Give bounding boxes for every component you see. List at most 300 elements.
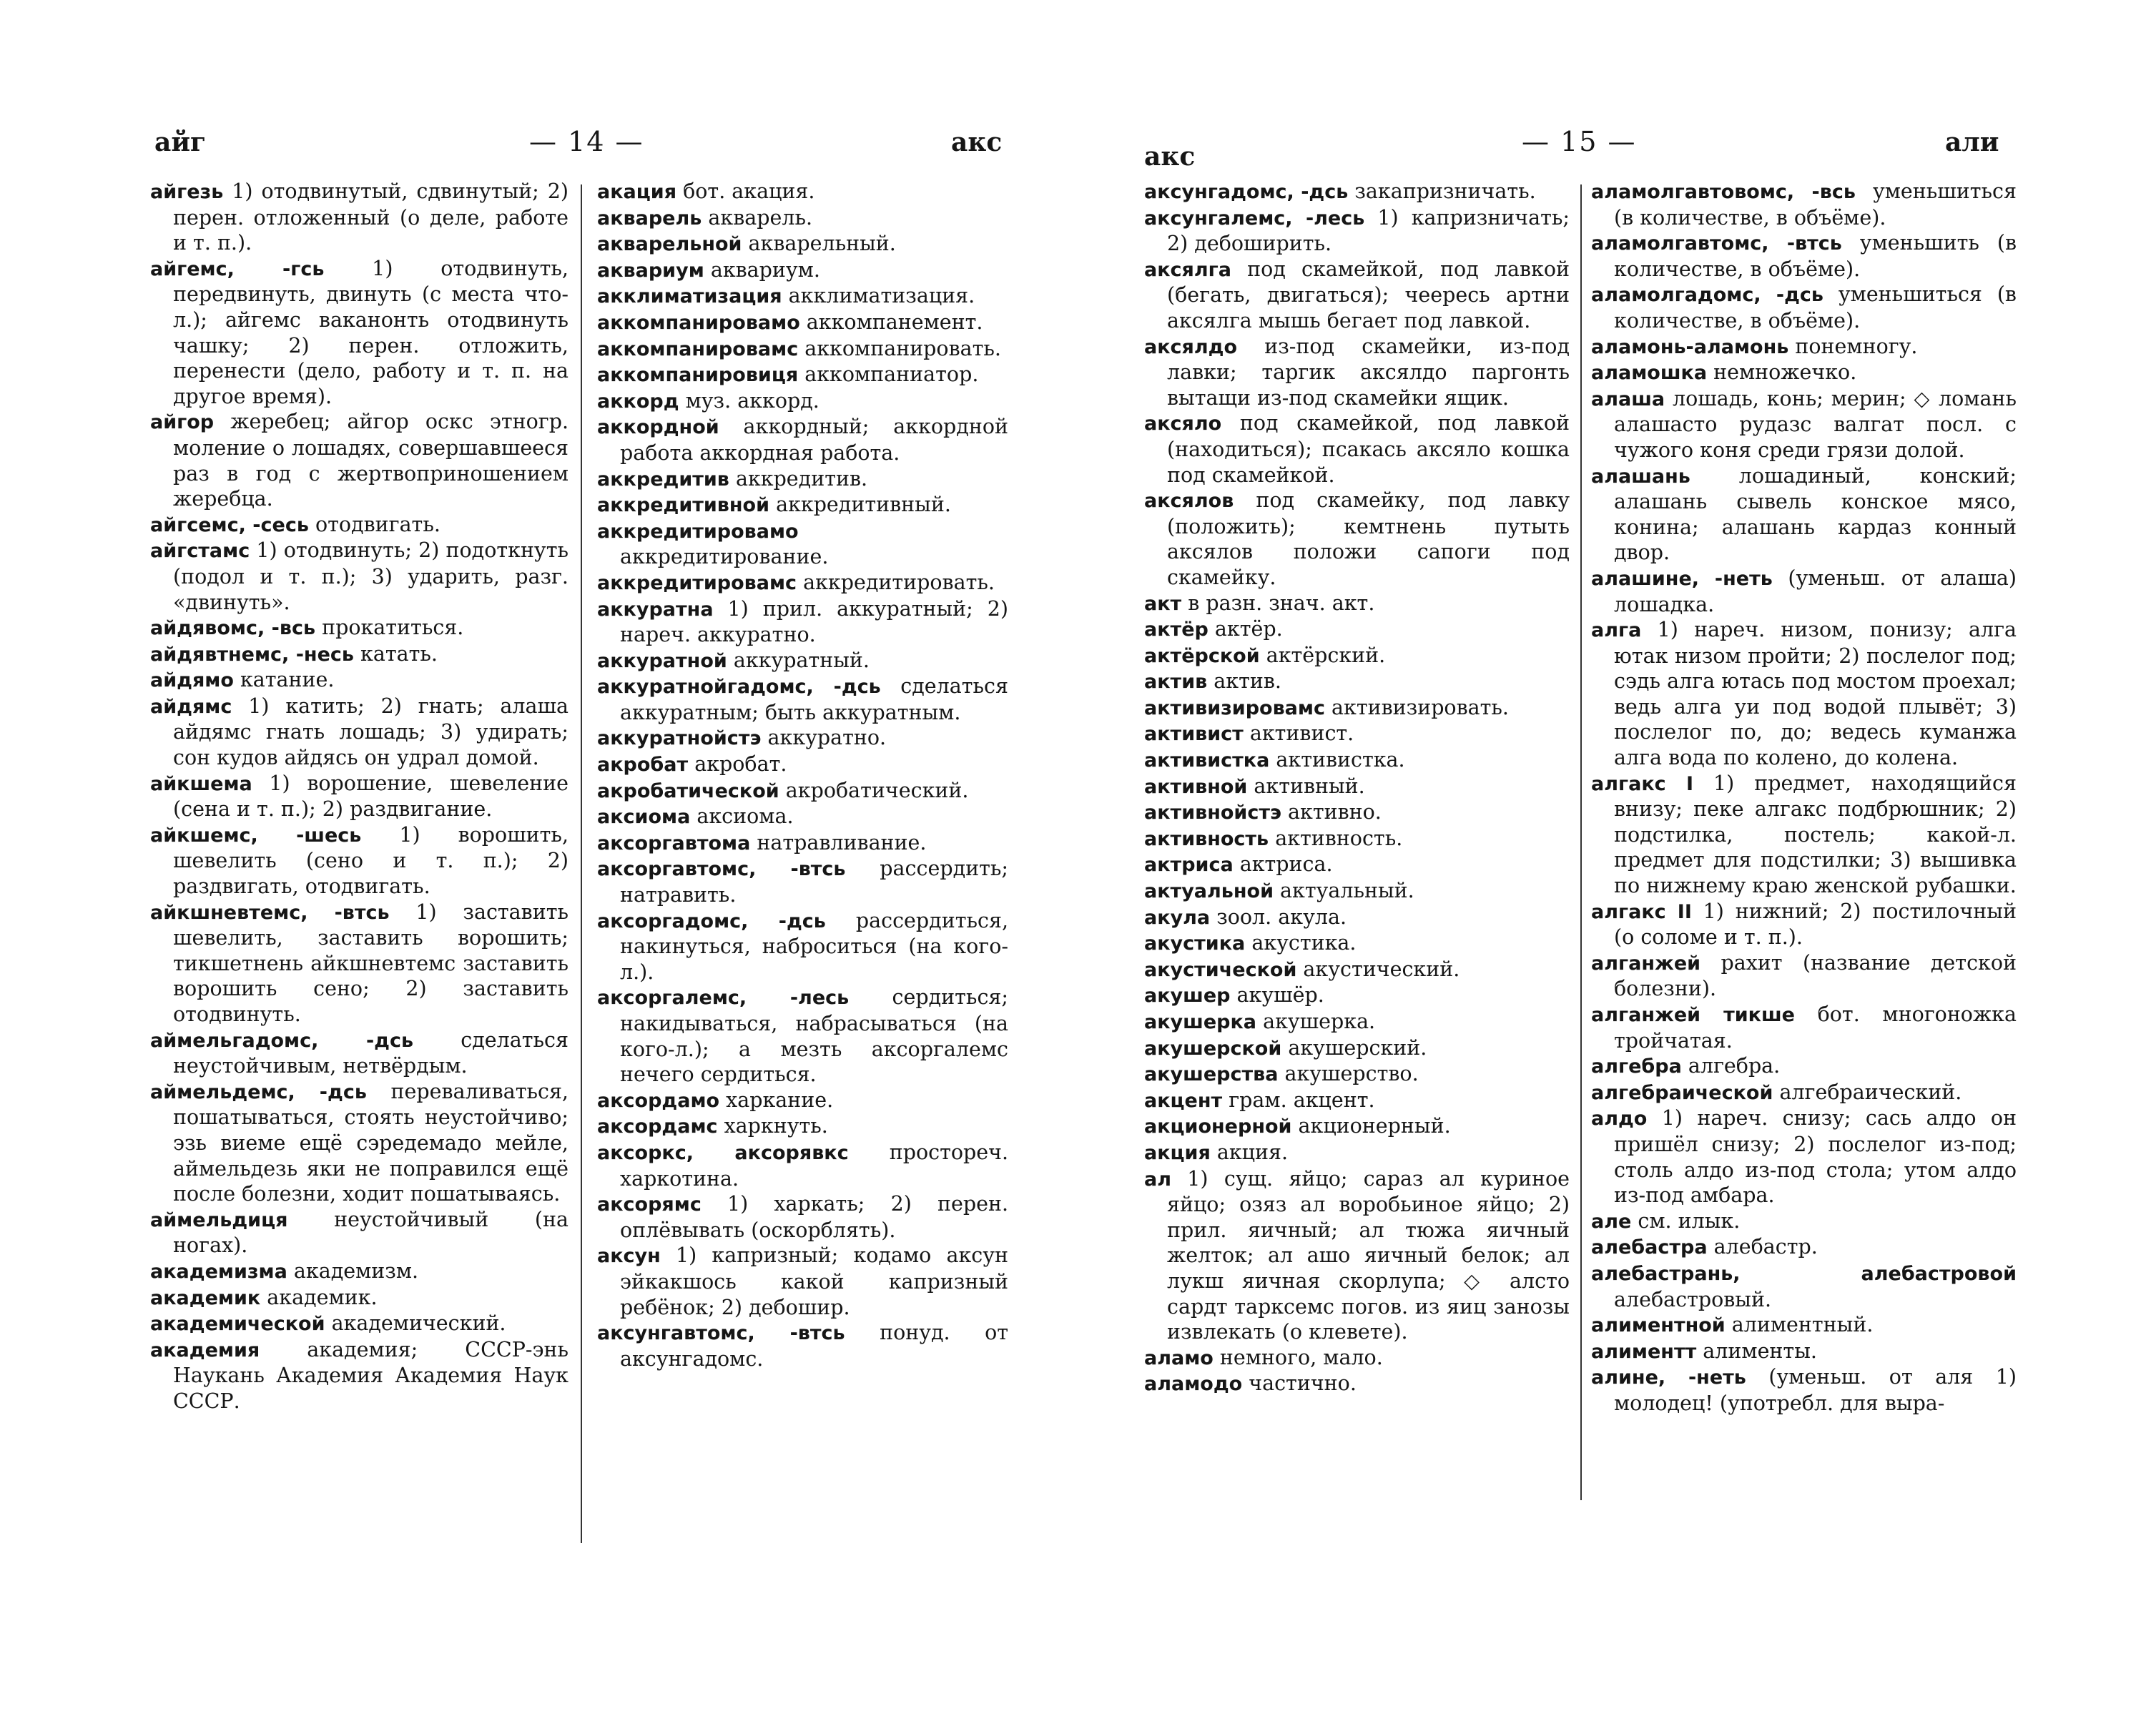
entry-headword: ал bbox=[1144, 1168, 1171, 1191]
entry-headword: алгакс II bbox=[1591, 900, 1692, 923]
entry-definition: частично. bbox=[1242, 1371, 1357, 1396]
entry-definition: натравливание. bbox=[750, 830, 927, 854]
entry-definition: неустойчивый (на ногах). bbox=[173, 1207, 568, 1258]
dictionary-entry bbox=[150, 538, 568, 615]
dictionary-entry bbox=[150, 641, 568, 668]
entry-headword: але bbox=[1591, 1210, 1632, 1233]
entry-headword: активист bbox=[1144, 723, 1244, 746]
dictionary-entry bbox=[1144, 179, 1570, 205]
entry-headword: алашине, -неть bbox=[1591, 567, 1773, 590]
entry-definition: 1) заставить шевелить, заставить ворошить; тикшетнень айкшневтемс заставить ворошить сено; 2) заставить отодвинуть. bbox=[173, 900, 569, 1026]
dictionary-entry bbox=[150, 1207, 568, 1259]
entry-headword: аккуратнойстэ bbox=[597, 727, 762, 750]
entry-definition: 1) капризничать; 2) дебоширить. bbox=[1167, 205, 1570, 256]
entry-headword: акация bbox=[597, 181, 677, 203]
dictionary-entry bbox=[1591, 1080, 2017, 1106]
entry-definition: грам. акцент. bbox=[1222, 1088, 1375, 1112]
dictionary-entry bbox=[1144, 1371, 1570, 1397]
dictionary-entry bbox=[597, 1088, 1008, 1114]
entry-definition: сделаться аккуратным; быть аккуратным. bbox=[620, 674, 1008, 724]
dictionary-entry bbox=[597, 283, 1008, 310]
entry-headword: айдямс bbox=[150, 695, 232, 718]
entry-definition: алименты. bbox=[1696, 1339, 1817, 1363]
entry-headword: аккуратной bbox=[597, 649, 727, 672]
entry-definition: активистка. bbox=[1269, 748, 1405, 772]
dictionary-entry bbox=[150, 409, 568, 511]
entry-headword: алиментт bbox=[1591, 1340, 1697, 1363]
dictionary-entry bbox=[1144, 721, 1570, 747]
entry-headword: академия bbox=[150, 1339, 260, 1361]
right-head-right: али bbox=[1945, 127, 1999, 157]
entry-definition: активность. bbox=[1269, 826, 1403, 850]
entry-headword: аксунгавтомс, -втсь bbox=[597, 1322, 845, 1345]
dictionary-entry bbox=[597, 414, 1008, 466]
entry-definition: актёрский. bbox=[1259, 643, 1386, 667]
dictionary-entry bbox=[597, 596, 1008, 648]
entry-definition: рассердить; натравить. bbox=[620, 857, 1008, 907]
entry-definition: уменьшиться (в количестве, в объёме). bbox=[1614, 282, 2017, 333]
entry-headword: актёр bbox=[1144, 619, 1209, 641]
entry-definition: (уменьш. от алаша) лошадка. bbox=[1614, 566, 2017, 616]
entry-headword: аксунгадомс, -дсь bbox=[1144, 181, 1349, 203]
entry-headword: аламолгадомс, -дсь bbox=[1591, 284, 1823, 307]
entry-headword: аламонь-аламонь bbox=[1591, 335, 1789, 358]
entry-definition: немного, мало. bbox=[1213, 1345, 1383, 1369]
dictionary-entry bbox=[597, 257, 1008, 284]
entry-definition: харкание. bbox=[719, 1088, 834, 1112]
entry-definition: акушерство. bbox=[1278, 1062, 1419, 1086]
entry-definition: акция. bbox=[1210, 1140, 1289, 1164]
entry-headword: аксун bbox=[597, 1245, 661, 1268]
entry-definition: катать. bbox=[353, 641, 438, 666]
entry-definition: из-под скамейки, из-под лавки; таргик аксялдо паргонть вытащи из-под скамейки ящик. bbox=[1167, 334, 1570, 410]
entry-definition: аккредитивный. bbox=[769, 493, 951, 517]
entry-definition: в разн. знач. акт. bbox=[1181, 591, 1375, 615]
entry-headword: аксоргалемс, -лесь bbox=[597, 987, 850, 1010]
entry-headword: акробат bbox=[597, 754, 689, 777]
dictionary-entry bbox=[1144, 616, 1570, 643]
entry-headword: академической bbox=[150, 1313, 325, 1336]
dictionary-entry bbox=[1144, 1035, 1570, 1062]
entry-headword: активнойстэ bbox=[1144, 802, 1281, 824]
entry-definition: рассердиться, накинуться, наброситься (на кого-л.). bbox=[620, 908, 1008, 984]
entry-definition: акционерный. bbox=[1291, 1114, 1451, 1138]
entry-definition: понемногу. bbox=[1788, 334, 1918, 358]
entry-headword: аламо bbox=[1144, 1346, 1214, 1369]
right-head-left: акс bbox=[1144, 142, 1196, 172]
entry-definition: академик. bbox=[260, 1285, 378, 1309]
entry-headword: аймельдемс, -дсь bbox=[150, 1080, 367, 1103]
entry-definition: алиментный. bbox=[1725, 1313, 1874, 1337]
entry-definition: алебастровый. bbox=[1614, 1287, 1772, 1311]
dictionary-entry bbox=[1144, 257, 1570, 334]
entry-headword: аксялов bbox=[1144, 490, 1234, 513]
left-head-left: айг bbox=[154, 127, 207, 157]
entry-headword: аккорд bbox=[597, 390, 679, 413]
entry-definition: 1) сущ. яйцо; сараз ал куриное яйцо; озяз ал воробьиное яйцо; 2) прил. яичный; ал тюжа яичный желток; ал ашо яичный белок; ал лукш яичная скорлупа; ◇ алсто сардт таркcемс погов. из яиц занозы извлекать (о клевете). bbox=[1167, 1166, 1570, 1344]
dictionary-entry bbox=[1591, 1312, 2017, 1339]
dictionary-entry bbox=[597, 725, 1008, 752]
entry-headword: акварельной bbox=[597, 233, 742, 256]
dictionary-entry bbox=[597, 1320, 1008, 1371]
entry-definition: закапризничать. bbox=[1348, 179, 1536, 203]
entry-headword: актив bbox=[1144, 671, 1208, 694]
entry-definition: 1) нареч. низом, понизу; алга ютак низом пройти; 2) послелог под; сэдь алга ютась под мостом проехал; ведь алга уи под водой плывёт; 3) послелог по, до; ведесь куманжа алга вода по колено, до колена. bbox=[1614, 618, 2017, 770]
entry-definition: академия; СССР-энь Наукань Академия Академия Наук СССР. bbox=[173, 1337, 568, 1413]
dictionary-entry bbox=[597, 362, 1008, 388]
entry-headword: айкшневтемс, -втсь bbox=[150, 901, 390, 924]
entry-definition: катание. bbox=[233, 668, 335, 692]
entry-headword: аккордной bbox=[597, 416, 719, 439]
entry-headword: аксунгалемс, -лесь bbox=[1144, 207, 1365, 230]
entry-definition: аккуратный. bbox=[727, 648, 870, 672]
entry-definition: аккуратно. bbox=[761, 726, 887, 750]
entry-headword: аккредитировамс bbox=[597, 571, 797, 594]
dictionary-entry bbox=[1144, 1009, 1570, 1035]
entry-definition: зоол. акула. bbox=[1210, 905, 1347, 929]
entry-definition: актуальный. bbox=[1273, 879, 1414, 903]
entry-definition: активист. bbox=[1243, 721, 1354, 746]
entry-definition: 1) отодвинутый, сдвинутый; 2) перен. отложенный (о деле, работе и т. п.). bbox=[173, 179, 568, 255]
entry-headword: айкшема bbox=[150, 772, 252, 795]
entry-definition: академический. bbox=[325, 1311, 506, 1336]
dictionary-entry bbox=[150, 1028, 568, 1079]
entry-definition: акушерка. bbox=[1256, 1010, 1376, 1033]
entry-headword: айгемс, -гсь bbox=[150, 257, 325, 280]
dictionary-entry bbox=[1591, 1261, 2017, 1312]
entry-definition: акварель. bbox=[702, 205, 813, 230]
entry-headword: алаша bbox=[1591, 388, 1665, 410]
entry-headword: акцент bbox=[1144, 1089, 1223, 1112]
entry-definition: 1) отодвинуть; 2) подоткнуть (подол и т. п.); 3) ударить, разг. «двинуть». bbox=[173, 538, 568, 614]
dictionary-entry bbox=[597, 752, 1008, 778]
entry-definition: акушёр. bbox=[1230, 983, 1324, 1008]
dictionary-entry bbox=[1144, 826, 1570, 852]
dictionary-entry bbox=[1591, 230, 2017, 282]
entry-headword: алдо bbox=[1591, 1108, 1648, 1131]
entry-definition: жеребец; айгор оскс этногр. моление о лошадях, совершавшееся раз в год с жертвоприношением жеребца. bbox=[173, 410, 568, 511]
dictionary-entry bbox=[150, 1079, 568, 1207]
entry-definition: немножечко. bbox=[1707, 360, 1857, 385]
entry-headword: аксяло bbox=[1144, 413, 1222, 435]
left-column-2 bbox=[597, 179, 1008, 1371]
dictionary-entry bbox=[1591, 179, 2017, 230]
entry-headword: аламолгавтовомс, -всь bbox=[1591, 181, 1856, 203]
entry-definition: аккредитировать. bbox=[797, 570, 995, 594]
entry-definition: аккомпаниатор. bbox=[798, 363, 979, 387]
entry-headword: алгебра bbox=[1591, 1055, 1682, 1078]
right-column-rule bbox=[1580, 184, 1582, 1500]
dictionary-entry bbox=[1591, 1105, 2017, 1208]
entry-headword: акклиматизация bbox=[597, 285, 782, 308]
dictionary-entry bbox=[597, 1113, 1008, 1140]
entry-headword: алебастра bbox=[1591, 1236, 1708, 1259]
dictionary-entry bbox=[1144, 591, 1570, 617]
entry-definition: 1) отодвинуть, передвинуть, двинуть (с места что-л.); айгемс ваканонть отодвинуть чашку; 2) перен. отложить, перенести (дело, работу и т. п. на другое время). bbox=[173, 256, 568, 408]
dictionary-entry bbox=[597, 985, 1008, 1087]
entry-definition: актриса. bbox=[1233, 852, 1333, 877]
entry-definition: бот. многоножка тройчатая. bbox=[1614, 1003, 2017, 1053]
dictionary-entry bbox=[597, 856, 1008, 907]
dictionary-entry bbox=[597, 830, 1008, 857]
dictionary-entry bbox=[150, 667, 568, 694]
dictionary-entry bbox=[1591, 617, 2017, 771]
entry-definition: акустический. bbox=[1296, 957, 1460, 981]
entry-definition: лошадиный, конский; алашань сывель конское мясо, конина; алашань кардаз конный двор. bbox=[1614, 463, 2017, 565]
dictionary-entry bbox=[1591, 1234, 2017, 1261]
entry-headword: алашань bbox=[1591, 465, 1690, 488]
dictionary-entry bbox=[597, 648, 1008, 674]
entry-headword: алине, -неть bbox=[1591, 1366, 1746, 1389]
entry-definition: 1) капризный; кодамо аксун эйкакшось какой капризный ребёнок; 2) дебошир. bbox=[620, 1243, 1008, 1319]
dictionary-entry bbox=[1591, 771, 2017, 899]
entry-headword: айдявтнемс, -несь bbox=[150, 643, 354, 666]
dictionary-entry bbox=[1591, 386, 2017, 463]
entry-headword: айгстамс bbox=[150, 540, 250, 563]
dictionary-entry bbox=[150, 256, 568, 410]
dictionary-entry bbox=[597, 336, 1008, 363]
entry-headword: актриса bbox=[1144, 854, 1234, 877]
entry-headword: акустика bbox=[1144, 932, 1246, 955]
dictionary-entry bbox=[597, 492, 1008, 518]
left-column-1 bbox=[150, 179, 568, 1414]
entry-headword: академизма bbox=[150, 1260, 287, 1283]
entry-headword: алебастрань, алебастровой bbox=[1591, 1262, 2017, 1285]
entry-headword: аккомпанировиця bbox=[597, 364, 799, 387]
dictionary-entry bbox=[597, 1191, 1008, 1243]
dictionary-entry bbox=[1144, 878, 1570, 905]
dictionary-entry bbox=[1144, 695, 1570, 721]
entry-definition: отодвигать. bbox=[308, 512, 440, 536]
entry-definition: 1) нижний; 2) постилочный (о соломе и т. п.). bbox=[1614, 899, 2017, 950]
entry-headword: аккомпанировамо bbox=[597, 311, 800, 334]
entry-headword: активной bbox=[1144, 775, 1248, 798]
entry-headword: аксордамо bbox=[597, 1089, 720, 1112]
entry-headword: айдявомс, -всь bbox=[150, 617, 316, 640]
left-page-number: — 14 — bbox=[529, 126, 644, 157]
entry-headword: аксоргавтомс, -втсь bbox=[597, 858, 846, 881]
entry-definition: акробатический. bbox=[779, 778, 969, 802]
entry-headword: аймельгадомс, -дсь bbox=[150, 1029, 414, 1052]
entry-headword: аксялдо bbox=[1144, 335, 1238, 358]
entry-headword: акция bbox=[1144, 1141, 1211, 1164]
dictionary-entry bbox=[1144, 852, 1570, 878]
entry-definition: 1) ворошение, шевеление (сена и т. п.); 2) раздвигание. bbox=[173, 771, 568, 822]
dictionary-entry bbox=[1591, 1053, 2017, 1080]
dictionary-entry bbox=[1144, 488, 1570, 590]
entry-headword: акушерской bbox=[1144, 1037, 1282, 1060]
entry-headword: аксиома bbox=[597, 806, 691, 829]
entry-headword: аламошка bbox=[1591, 362, 1708, 385]
entry-headword: аксоргавтома bbox=[597, 832, 751, 854]
entry-headword: аккомпанировамс bbox=[597, 338, 799, 360]
right-column-1 bbox=[1144, 179, 1570, 1397]
entry-definition: уменьшить (в количестве, в объёме). bbox=[1614, 231, 2017, 281]
dictionary-entry bbox=[150, 771, 568, 822]
entry-headword: аксоргадомс, -дсь bbox=[597, 910, 826, 932]
entry-definition: лошадь, конь; мерин; ◇ ломань алашасто рудазс валгат посл. с чужого коня среди грязи долой. bbox=[1614, 386, 2017, 462]
entry-definition: аккредитив. bbox=[729, 466, 868, 491]
dictionary-entry bbox=[1591, 1002, 2017, 1053]
entry-headword: алиментной bbox=[1591, 1314, 1726, 1337]
entry-headword: активизировамс bbox=[1144, 696, 1325, 719]
entry-headword: акустической bbox=[1144, 958, 1297, 981]
dictionary-entry bbox=[1591, 566, 2017, 617]
entry-definition: см. илык. bbox=[1631, 1208, 1741, 1233]
entry-definition: алгебра. bbox=[1681, 1054, 1781, 1078]
entry-definition: понуд. от аксунгадомс. bbox=[620, 1321, 1008, 1371]
left-column-rule bbox=[581, 184, 582, 1543]
entry-definition: 1) ворошить, шевелить (сено и т. п.); 2) раздвигать, отодвигать. bbox=[173, 822, 569, 899]
entry-definition: алгебраический. bbox=[1773, 1080, 1962, 1104]
dictionary-entry bbox=[1591, 463, 2017, 566]
dictionary-entry bbox=[597, 179, 1008, 205]
entry-headword: актёрской bbox=[1144, 644, 1260, 667]
right-page-number: — 15 — bbox=[1522, 126, 1637, 157]
dictionary-entry bbox=[597, 908, 1008, 985]
entry-definition: аккредитирование. bbox=[620, 545, 829, 569]
entry-headword: аккуратна bbox=[597, 598, 714, 621]
entry-headword: айгсемс, -сесь bbox=[150, 513, 309, 536]
entry-definition: под скамейкой, под лавкой (находиться); псакась аксяло кошка под скамейкой. bbox=[1167, 411, 1570, 487]
dictionary-entry bbox=[1591, 1364, 2017, 1416]
entry-headword: алганжей bbox=[1591, 952, 1701, 975]
entry-headword: акушерка bbox=[1144, 1011, 1257, 1033]
dictionary-entry bbox=[1591, 334, 2017, 360]
dictionary-entry bbox=[1591, 1208, 2017, 1235]
dictionary-entry bbox=[597, 388, 1008, 415]
entry-headword: акушерства bbox=[1144, 1063, 1279, 1086]
entry-definition: под скамейкой, под лавкой (бегать, двигаться); чеересь артни аксялга мышь бегает под лавкой. bbox=[1167, 257, 1570, 333]
entry-definition: актёр. bbox=[1208, 617, 1283, 641]
entry-headword: алгакс I bbox=[1591, 772, 1694, 795]
dictionary-entry bbox=[150, 1337, 568, 1414]
dictionary-entry bbox=[1144, 957, 1570, 983]
entry-definition: 1) нареч. снизу; сась алдо он пришёл снизу; 2) послелог из-под; столь алдо из-под стола; утом алдо из-под амбара. bbox=[1614, 1106, 2017, 1208]
dictionary-entry bbox=[597, 570, 1008, 596]
dictionary-entry bbox=[150, 1259, 568, 1285]
right-column-2 bbox=[1591, 179, 2017, 1417]
entry-headword: активность bbox=[1144, 827, 1269, 850]
entry-definition: акробат. bbox=[688, 752, 787, 777]
entry-headword: аламодо bbox=[1144, 1373, 1243, 1396]
entry-headword: аккредитивной bbox=[597, 494, 770, 517]
entry-headword: алганжей тикше bbox=[1591, 1004, 1795, 1026]
entry-definition: уменьшиться (в количестве, в объёме). bbox=[1614, 179, 2017, 230]
dictionary-entry bbox=[1144, 982, 1570, 1009]
entry-definition: аквариум. bbox=[704, 257, 820, 282]
dictionary-entry bbox=[597, 310, 1008, 336]
entry-definition: 1) прил. аккуратный; 2) нареч. аккуратно. bbox=[620, 596, 1008, 647]
entry-headword: аккредитировамо bbox=[597, 520, 799, 543]
entry-headword: айгор bbox=[150, 411, 215, 434]
entry-definition: переваливаться, пошатываться, стоять неустойчиво; эзь виеме ещё сэредемадо мейле, аймельдезь яки не поправился ещё после болезни, ходит пошатываясь. bbox=[173, 1079, 568, 1206]
entry-headword: айгезь bbox=[150, 181, 224, 203]
entry-definition: 1) харкать; 2) перен. оплёвывать (оскорблять). bbox=[620, 1192, 1008, 1242]
dictionary-entry bbox=[1591, 360, 2017, 386]
entry-headword: акт bbox=[1144, 592, 1182, 615]
entry-headword: акционерной bbox=[1144, 1115, 1292, 1138]
left-head-right: акс bbox=[951, 127, 1003, 157]
dictionary-entry bbox=[1144, 643, 1570, 669]
dictionary-entry bbox=[597, 205, 1008, 232]
entry-definition: прокатиться. bbox=[315, 616, 464, 640]
entry-definition: акварельный. bbox=[742, 232, 896, 256]
entry-headword: аксордамс bbox=[597, 1115, 718, 1138]
dictionary-entry bbox=[597, 1140, 1008, 1191]
entry-definition: сделаться неустойчивым, нетвёрдым. bbox=[173, 1028, 568, 1078]
dictionary-entry bbox=[150, 179, 568, 256]
entry-headword: активистка bbox=[1144, 749, 1270, 772]
entry-headword: аккуратнойгадомс, -дсь bbox=[597, 676, 881, 699]
entry-headword: актуальной bbox=[1144, 880, 1274, 903]
entry-definition: акустика. bbox=[1245, 931, 1357, 955]
entry-definition: активный. bbox=[1247, 774, 1365, 798]
dictionary-entry bbox=[150, 822, 568, 900]
entry-definition: под скамейку, под лавку (положить); кемтнень путыть аксялов положи сапоги под скамейку. bbox=[1167, 488, 1570, 589]
entry-definition: активизировать. bbox=[1324, 695, 1509, 719]
dictionary-entry bbox=[1591, 950, 2017, 1002]
entry-definition: академизм. bbox=[287, 1259, 419, 1283]
entry-headword: аламолгавтомс, -втсь bbox=[1591, 232, 1842, 255]
entry-definition: аксиома. bbox=[690, 804, 794, 829]
entry-headword: алгебраической bbox=[1591, 1081, 1773, 1104]
dictionary-entry bbox=[1591, 1339, 2017, 1365]
dictionary-entry bbox=[1144, 1113, 1570, 1140]
dictionary-entry bbox=[597, 518, 1008, 570]
entry-headword: аксорямс bbox=[597, 1193, 702, 1216]
entry-definition: аккомпанировать. bbox=[798, 336, 1001, 360]
entry-definition: харкнуть. bbox=[717, 1114, 828, 1138]
entry-definition: 1) катить; 2) гнать; алаша айдямс гнать лошадь; 3) удирать; сон кудов айдясь он удрал домой. bbox=[173, 694, 568, 770]
dictionary-entry bbox=[1144, 1088, 1570, 1114]
dictionary-entry bbox=[150, 900, 568, 1028]
entry-definition: (уменьш. от аля 1) молодец! (употребл. для выра- bbox=[1614, 1365, 2017, 1415]
entry-headword: аксоркс, аксорявкс bbox=[597, 1141, 849, 1164]
entry-definition: аккомпанемент. bbox=[799, 310, 983, 334]
entry-headword: аксялга bbox=[1144, 258, 1231, 281]
dictionary-entry bbox=[1591, 282, 2017, 333]
entry-headword: айкшемс, -шесь bbox=[150, 824, 362, 847]
dictionary-entry bbox=[150, 615, 568, 641]
dictionary-entry bbox=[150, 694, 568, 771]
entry-headword: айдямо bbox=[150, 669, 234, 692]
dictionary-entry bbox=[597, 804, 1008, 830]
dictionary-entry bbox=[1144, 410, 1570, 488]
entry-definition: 1) предмет, находящийся внизу; пеке алгакс подбрюшник; 2) подстилка, постель; какой-л. предмет для подстилки; 3) вышивка по нижнему краю женской рубашки. bbox=[1614, 771, 2017, 898]
entry-definition: активно. bbox=[1281, 800, 1382, 824]
dictionary-entry bbox=[1144, 774, 1570, 800]
dictionary-entry bbox=[150, 1285, 568, 1311]
dictionary-entry bbox=[597, 466, 1008, 493]
entry-definition: муз. аккорд. bbox=[679, 388, 819, 413]
entry-definition: бот. акация. bbox=[676, 179, 815, 203]
dictionary-entry bbox=[1144, 799, 1570, 826]
entry-headword: акула bbox=[1144, 906, 1211, 929]
entry-definition: акклиматизация. bbox=[782, 284, 975, 308]
dictionary-entry bbox=[1144, 205, 1570, 257]
dictionary-entry bbox=[1144, 334, 1570, 411]
entry-definition: акушерский. bbox=[1281, 1035, 1427, 1060]
dictionary-entry bbox=[597, 231, 1008, 257]
entry-definition: актив. bbox=[1207, 669, 1281, 694]
entry-headword: алга bbox=[1591, 619, 1642, 642]
entry-definition: рахит (название детской болезни). bbox=[1614, 950, 2017, 1001]
dictionary-entry bbox=[597, 674, 1008, 725]
entry-definition: аккордный; аккордной работа аккордная работа. bbox=[620, 415, 1008, 465]
dictionary-entry bbox=[1144, 905, 1570, 931]
dictionary-entry bbox=[1144, 747, 1570, 774]
